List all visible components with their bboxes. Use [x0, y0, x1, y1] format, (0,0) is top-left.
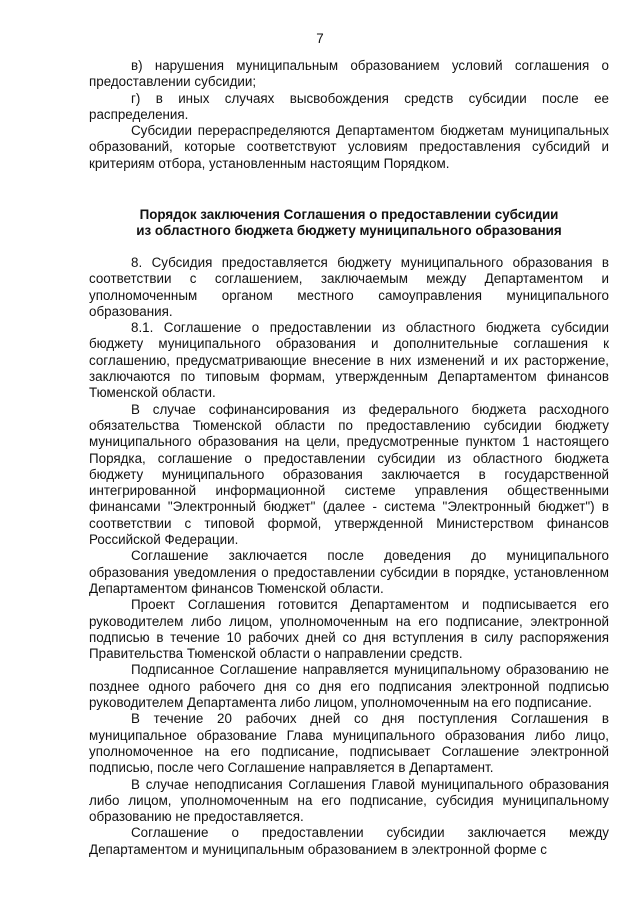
paragraph-20-days: В течение 20 рабочих дней со дня поступления Соглашения в муниципальное образование Глава муниципального образования либо лицо, уполномоченное на его подписание, подписывает Соглашение электронной подписью, после чего Соглашение направляется в Департамент. — [89, 711, 609, 776]
paragraph-8-1: 8.1. Соглашение о предоставлении из областного бюджета субсидии бюджету муниципального образования и дополнительные соглашения к соглашению, предусматривающие внесение в них изменений и их расторжение, заключаются по типовым формам, утвержденным Департаментом финансов Тюменской области. — [89, 320, 609, 401]
paragraph-draft-agreement: Проект Соглашения готовится Департаментом и подписывается его руководителем либо лицом, уполномоченным на его подписание, электронной подписью в течение 10 рабочих дней со дня вступления в силу распоряжения Правительства Тюменской области о направлении средств. — [89, 597, 609, 662]
section-heading-line2: из областного бюджета бюджету муниципального образования — [136, 223, 562, 239]
paragraph-cofinancing: В случае софинансирования из федерального бюджета расходного обязательства Тюменской области по предоставлению субсидии бюджету муниципального образования на цели, предусмотренные пунктом 1 настоящего Порядка, соглашение о предоставлении субсидии из областного бюджета бюджету муниципального образования заключается в государственной интегрированной информационной системе управления общественными финансами "Электронный бюджет" (далее - система "Электронный бюджет") в соответствии с типовой формой, утвержденной Министерством финансов Российской Федерации. — [89, 401, 609, 548]
paragraph-8: 8. Субсидия предоставляется бюджету муниципального образования в соответствии с соглашением, заключаемым между Департаментом и уполномоченным органом местного самоуправления муниципального образования. — [89, 255, 609, 319]
section-heading-line1: Порядок заключения Соглашения о предоставлении субсидии — [139, 207, 559, 222]
paragraph-agreement-after-notice: Соглашение заключается после доведения до муниципального образования уведомления о предоставлении субсидии в порядке, установленном Департаментом финансов Тюменской области. — [89, 548, 609, 596]
section-body — [89, 255, 609, 858]
paragraph-electronic-form: Соглашение о предоставлении субсидии заключается между Департаментом и муниципальным образованием в электронной форме с — [89, 825, 609, 857]
intro-paragraph-v: в) нарушения муниципальным образованием условий соглашения о предоставлении субсидии; — [89, 58, 609, 90]
section-heading-text — [89, 207, 609, 240]
intro-section — [89, 58, 609, 172]
intro-paragraph-g: г) в иных случаях высвобождения средств субсидии после ее распределения. — [89, 90, 609, 122]
page-number: 7 — [316, 31, 324, 46]
paragraph-signed-agreement: Подписанное Соглашение направляется муниципальному образованию не позднее одного рабочего дня со дня его подписания электронной подписью руководителем Департамента либо лицом, уполномоченным на его подписание. — [89, 662, 609, 711]
paragraph-not-signed: В случае неподписания Соглашения Главой муниципального образования либо лицом, уполномоченным на его подписание, субсидия муниципальному образованию не предоставляется. — [89, 776, 609, 825]
section-heading — [89, 207, 609, 240]
intro-paragraph-redistribution: Субсидии перераспределяются Департаментом бюджетам муниципальных образований, которые соответствуют условиям предоставления субсидий и критериям отбора, установленным настоящим Порядком. — [89, 123, 609, 171]
